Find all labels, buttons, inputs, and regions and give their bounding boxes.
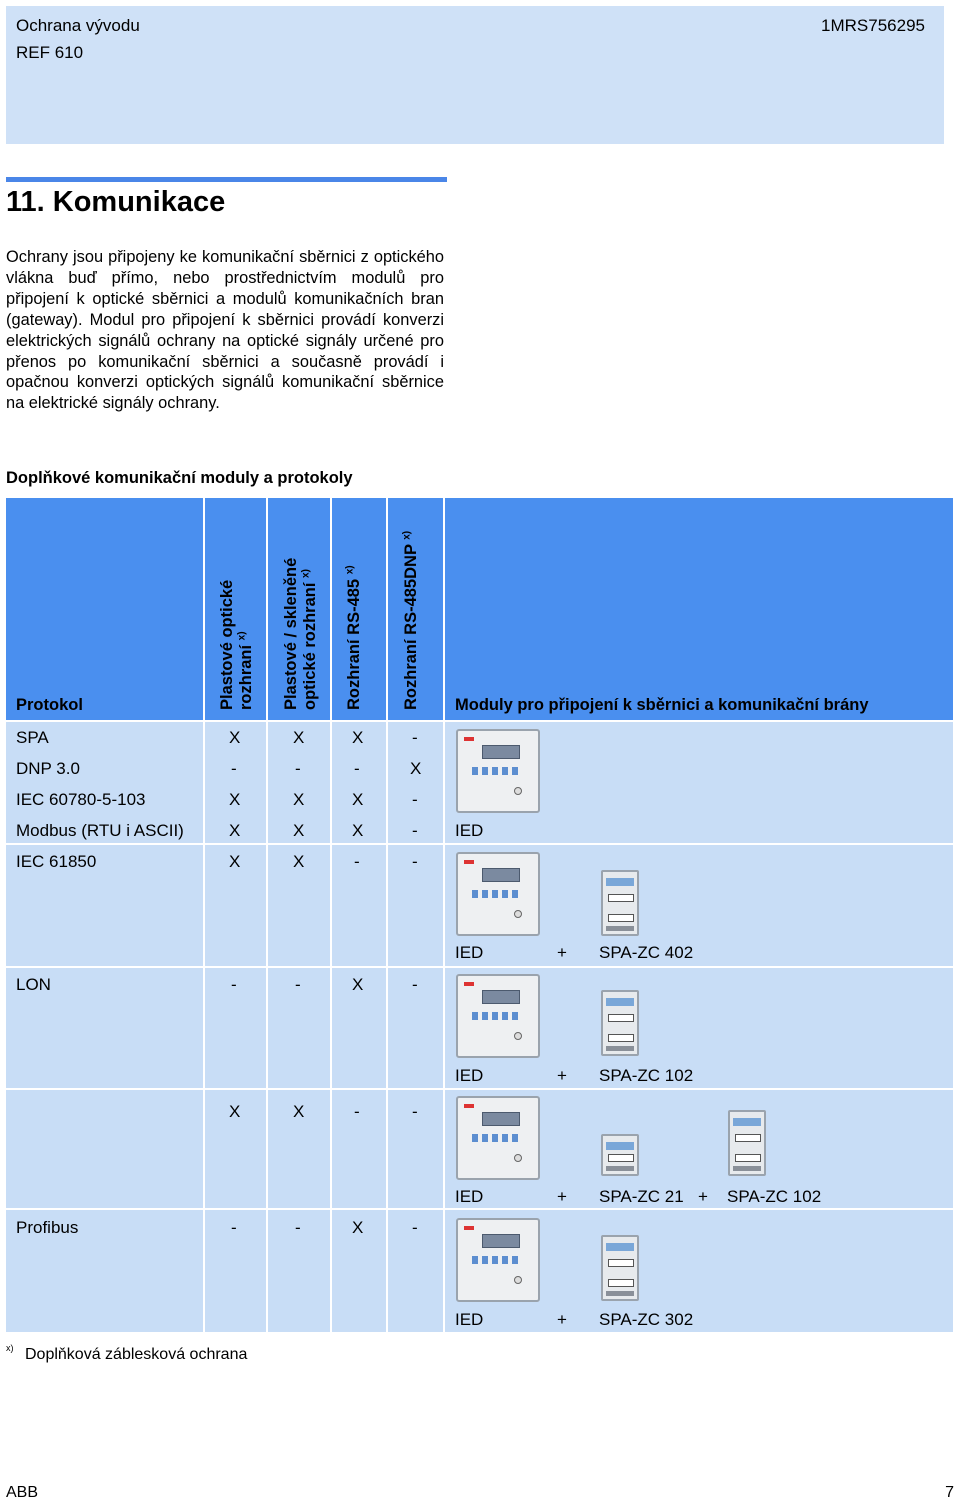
row-cell: X	[293, 1102, 305, 1121]
row-cell: -	[412, 1218, 418, 1237]
module-label: IED	[455, 821, 484, 840]
ied-device-image	[456, 729, 540, 813]
ied-device-image	[456, 1218, 540, 1302]
module-label: IED	[455, 1187, 484, 1206]
row-cell: X	[352, 1218, 364, 1237]
column-divider	[386, 498, 388, 1332]
row-cell: X	[410, 759, 422, 778]
row-cell: -	[412, 790, 418, 809]
header-rs485dnp-label: Rozhraní RS-485DNP	[402, 544, 420, 710]
row-cell: -	[231, 975, 237, 994]
section-title: 11. Komunikace	[6, 186, 226, 218]
row-protocol: Modbus (RTU i ASCII)	[16, 821, 184, 840]
section-rule	[6, 177, 447, 182]
row-divider	[6, 720, 953, 722]
row-divider	[6, 1208, 953, 1210]
row-protocol: DNP 3.0	[16, 759, 80, 778]
module-plus: +	[698, 1187, 708, 1206]
spa-zc-302-module-image	[601, 1235, 639, 1301]
ied-device-image	[456, 1096, 540, 1180]
row-cell: -	[412, 728, 418, 747]
footnote-ref: x)	[401, 530, 413, 540]
module-plus: +	[557, 1310, 567, 1329]
module-label: SPA-ZC 21	[599, 1187, 684, 1206]
row-cell: X	[229, 728, 241, 747]
footnote-ref: x)	[300, 569, 312, 578]
spa-zc-102-module-image	[728, 1110, 766, 1176]
row-cell: -	[295, 1218, 301, 1237]
row-protocol: IEC 60780-5-103	[16, 790, 146, 809]
row-cell: X	[229, 790, 241, 809]
module-plus: +	[557, 943, 567, 962]
module-label: SPA-ZC 102	[599, 1066, 694, 1085]
footnote-mark: x)	[6, 1343, 14, 1353]
module-label: SPA-ZC 102	[727, 1187, 822, 1206]
row-cell: -	[295, 975, 301, 994]
row-cell: X	[293, 790, 305, 809]
row-divider	[6, 1088, 953, 1090]
header-modules: Moduly pro připojení k sběrnici a komunikační brány	[455, 696, 869, 714]
row-protocol: SPA	[16, 728, 49, 747]
protocols-table	[6, 498, 953, 1332]
header-rs485	[345, 565, 364, 710]
page-number: 7	[945, 1484, 954, 1500]
ied-device-image	[456, 852, 540, 936]
footer-company: ABB	[6, 1484, 39, 1500]
module-label: IED	[455, 1066, 484, 1085]
module-plus: +	[557, 1066, 567, 1085]
table-caption: Doplňkové komunikační moduly a protokoly	[6, 469, 353, 487]
row-cell: X	[352, 728, 364, 747]
row-protocol: LON	[16, 975, 51, 994]
header-rs485dnp	[402, 531, 421, 710]
row-cell: -	[412, 852, 418, 871]
header-plastic-glass-line1: Plastové / skleněné	[282, 557, 300, 710]
column-divider	[203, 498, 205, 1332]
column-divider	[330, 498, 332, 1332]
module-label: IED	[455, 943, 484, 962]
row-cell: X	[229, 821, 241, 840]
row-divider	[6, 966, 953, 968]
header-doc-id: 1MRS756295	[821, 16, 925, 35]
row-cell: X	[352, 790, 364, 809]
row-cell: X	[229, 852, 241, 871]
row-cell: -	[412, 821, 418, 840]
row-cell: -	[354, 1102, 360, 1121]
header-plastic-optical-line1: Plastové optické	[218, 579, 236, 710]
row-cell: X	[293, 821, 305, 840]
header-plastic-glass	[282, 558, 320, 710]
row-protocol: IEC 61850	[16, 852, 97, 871]
header-plastic-glass-line2: optické rozhraní	[301, 582, 319, 710]
row-cell: X	[352, 821, 364, 840]
header-plastic-optical-line2: rozhraní	[237, 644, 255, 710]
header-title: Ochrana vývodu	[16, 16, 140, 35]
row-cell: X	[229, 1102, 241, 1121]
table-header	[6, 498, 953, 720]
header-protocol: Protokol	[16, 696, 83, 714]
row-cell: -	[231, 759, 237, 778]
row-divider	[6, 843, 953, 845]
footnote-ref: x)	[236, 631, 248, 641]
module-label: IED	[455, 1310, 484, 1329]
spa-zc-102-module-image	[601, 990, 639, 1056]
module-label: SPA-ZC 402	[599, 943, 694, 962]
ied-device-image	[456, 974, 540, 1058]
row-cell: -	[295, 759, 301, 778]
page-header	[6, 6, 944, 144]
row-cell: -	[354, 852, 360, 871]
module-label: SPA-ZC 302	[599, 1310, 694, 1329]
row-cell: -	[412, 1102, 418, 1121]
row-cell: X	[352, 975, 364, 994]
section-paragraph: Ochrany jsou připojeny ke komunikační sběrnici z optického vlákna buď přímo, nebo prostřednictvím modulů pro připojení k optické sběrnici a modulů komunikačních bran (gateway). Modul pro připojení k sběrnici provádí konverzi elektrických signálů ochrany na optické signály určené pro přenos po komunikační sběrnici a současně provádí i opačnou konverzi optických signálů komunikační sběrnice na elektrické signály ochrany.	[6, 248, 444, 413]
row-cell: -	[231, 1218, 237, 1237]
column-divider	[443, 498, 445, 1332]
row-cell: -	[412, 975, 418, 994]
row-cell: X	[293, 728, 305, 747]
row-cell: -	[354, 759, 360, 778]
module-plus: +	[557, 1187, 567, 1206]
column-divider	[266, 498, 268, 1332]
spa-zc-21-module-image	[601, 1134, 639, 1176]
row-cell: X	[293, 852, 305, 871]
row-protocol: Profibus	[16, 1218, 79, 1237]
header-plastic-optical	[218, 580, 256, 710]
header-product: REF 610	[16, 43, 84, 62]
header-rs485-label: Rozhraní RS-485	[345, 578, 363, 710]
spa-zc-402-module-image	[601, 870, 639, 936]
footnote-ref: x)	[344, 565, 356, 575]
footnote-text: Doplňková záblesková ochrana	[25, 1346, 248, 1363]
